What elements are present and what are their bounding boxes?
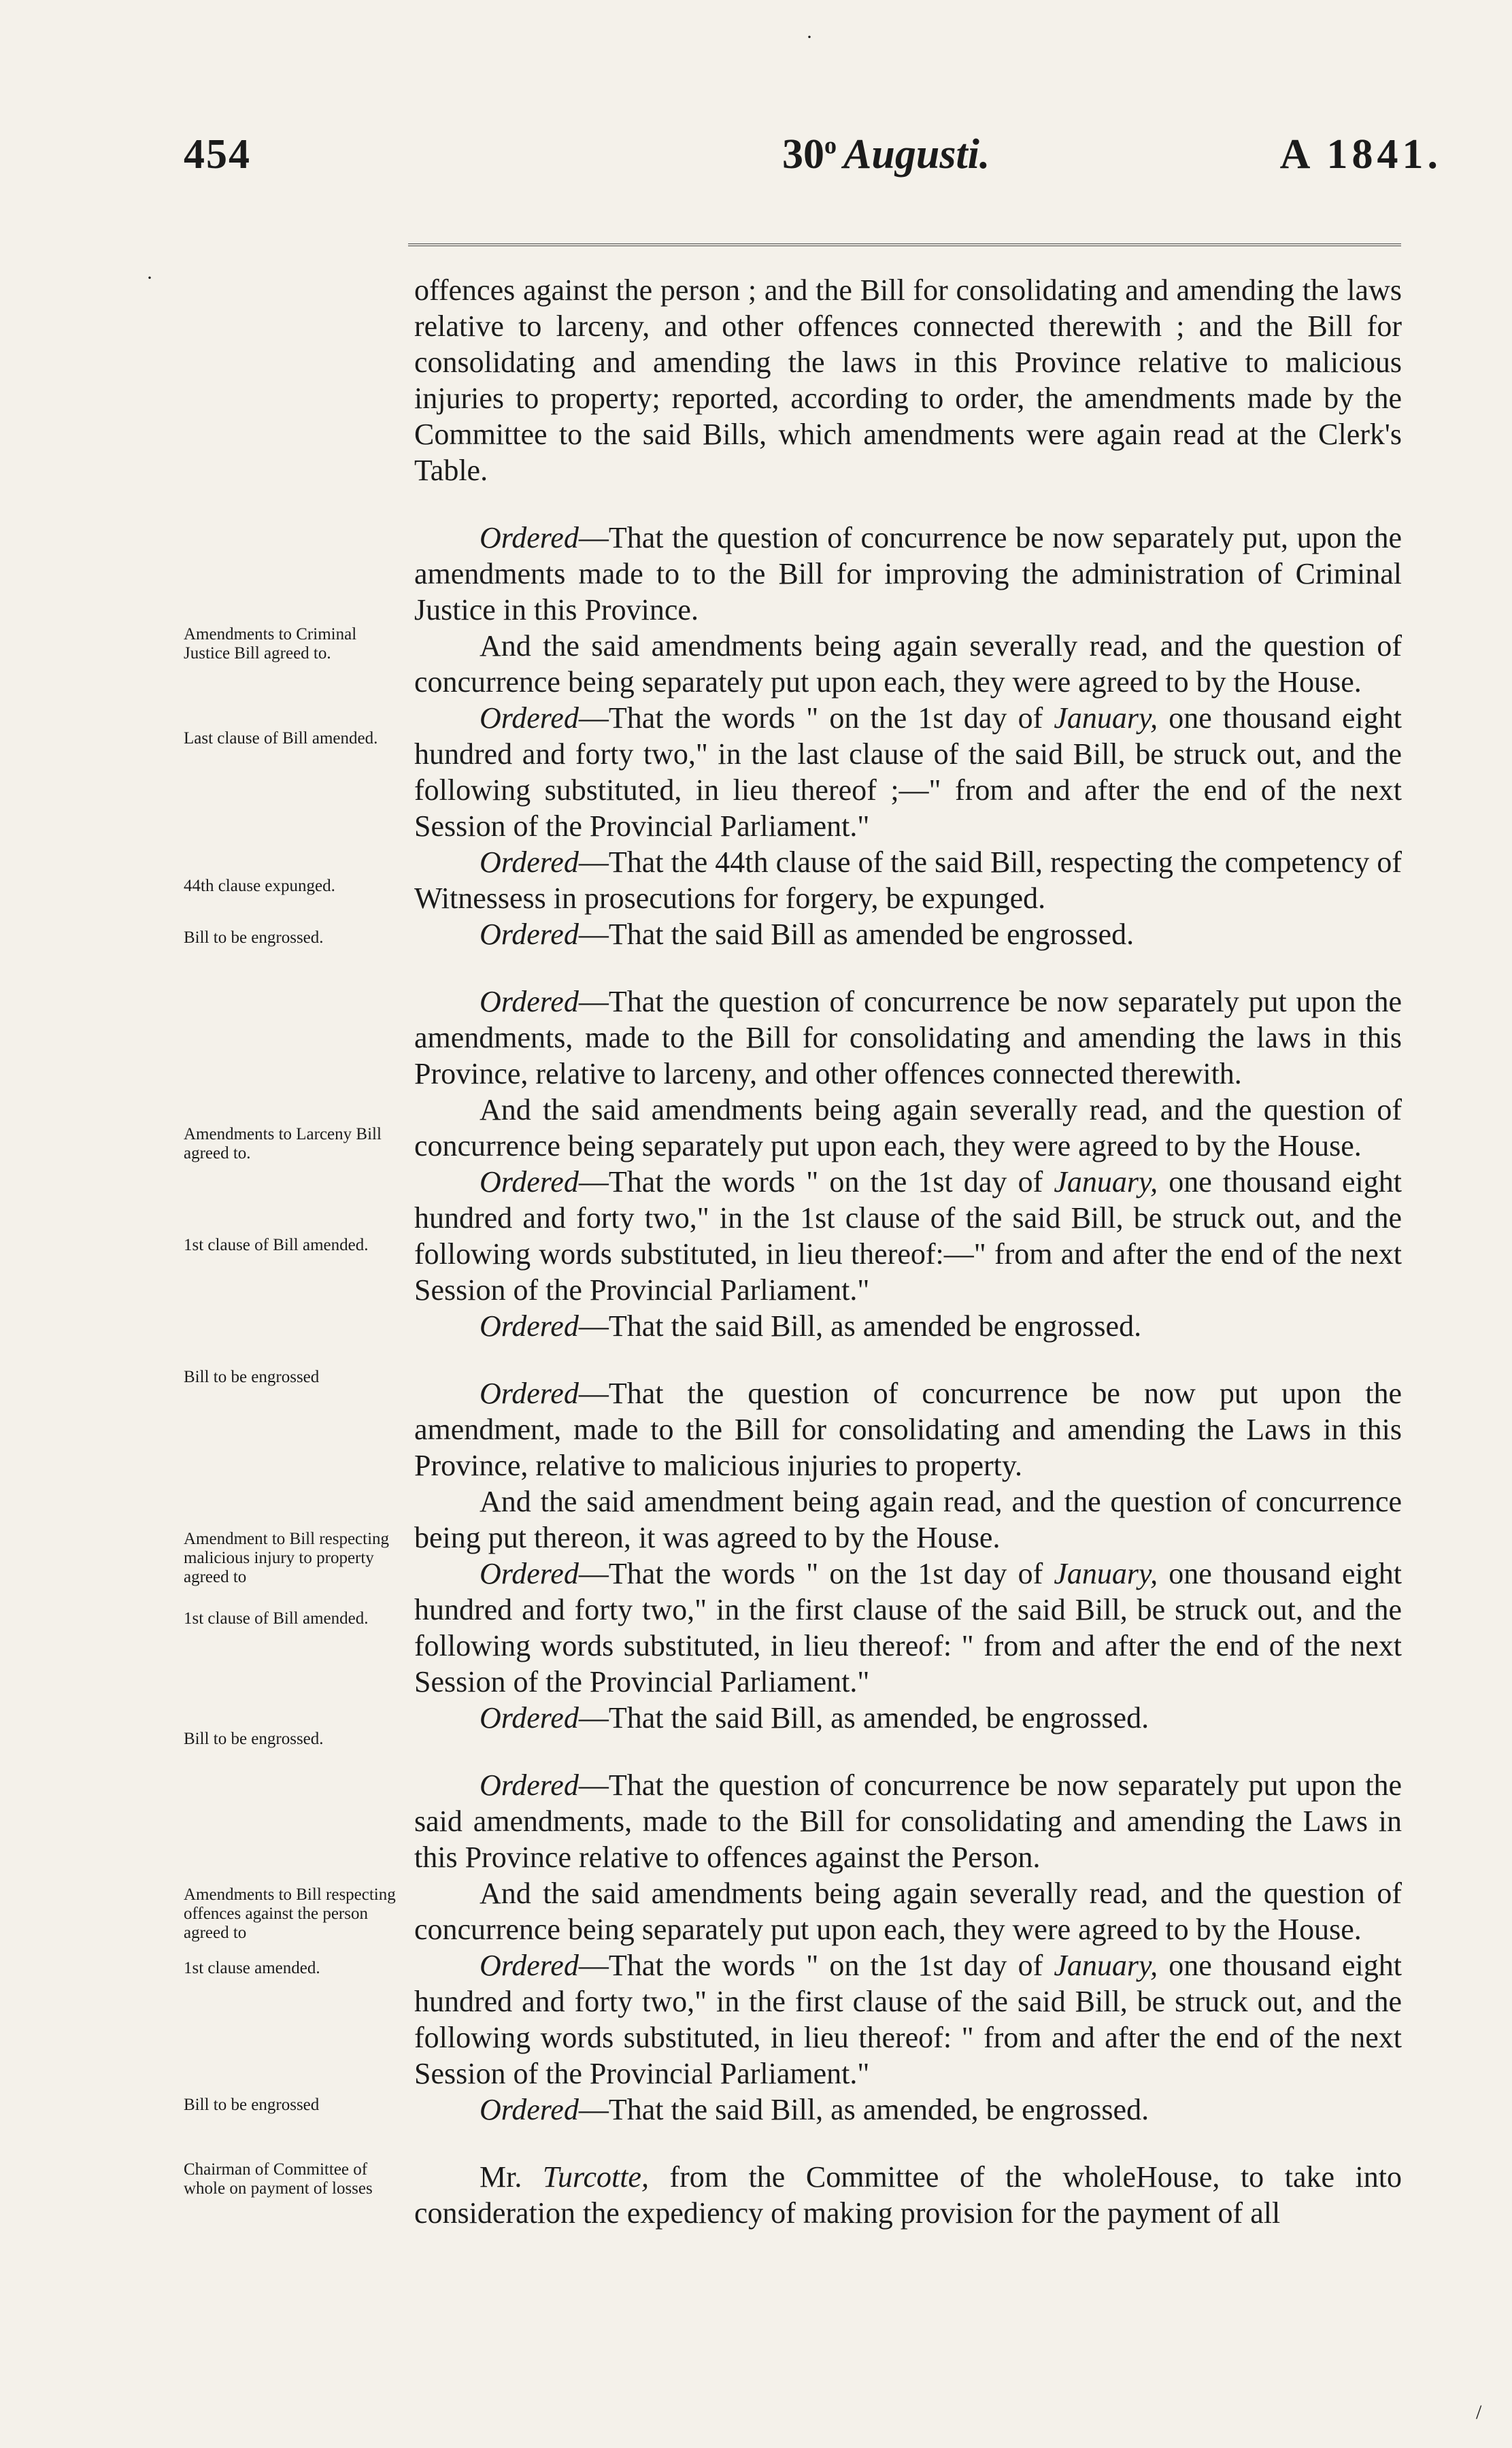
running-header <box>184 131 1442 199</box>
paragraph-malicious-first-clause: Ordered—That the words " on the 1st day of January, one thousand eight hundred and forty two," in the first clause of the said Bill, be struck out, and the following words substituted, in lieu thereof: " from and after the end of the next Session of the Provincial Parliament." <box>414 1557 1402 1698</box>
date-degree: o <box>824 131 837 159</box>
date-heading <box>782 131 990 179</box>
margin-note-larceny-clause-amended: 1st clause of Bill amended. <box>184 1236 369 1254</box>
header-rule <box>408 244 1401 246</box>
margin-note-person-agreed: Amendments to Bill respecting offences against the person agreed to <box>184 1885 396 1942</box>
margin-note-larceny-agreed: Amendments to Larceny Bill agreed to. <box>184 1125 382 1162</box>
scan-speck: · <box>806 26 813 48</box>
margin-note-person-clause-amended: 1st clause amended. <box>184 1959 320 1977</box>
paragraph-malicious-question: Ordered—That the question of concurrence be now put upon the amendment, made to the Bill for consolidating and amending the Laws in this Province, relative to malicious injuries to property. <box>414 1377 1402 1482</box>
paragraph-person-agreed: And the said amendments being again severally read, and the question of concurrence being separately put upon each, they were agreed to by the House. <box>414 1877 1402 1946</box>
paragraph-cj-44th-clause: Ordered—That the 44th clause of the said Bill, respecting the competency of Witnessess in prosecutions for forgery, be expunged. <box>414 845 1402 915</box>
paragraph-malicious-engrossed: Ordered—That the said Bill, as amended, be engrossed. <box>480 1701 1149 1734</box>
paragraph-cj-engrossed: Ordered—That the said Bill as amended be engrossed. <box>480 918 1135 951</box>
paragraph-malicious-agreed: And the said amendment being again read, and the question of concurrence being put thereon, it was agreed to by the House. <box>414 1485 1402 1554</box>
margin-note-malicious-clause-amended: 1st clause of Bill amended. <box>184 1609 369 1628</box>
margin-note-chairman-committee: Chairman of Committee of whole on payment of losses <box>184 2160 373 2198</box>
paragraph-person-first-clause: Ordered—That the words " on the 1st day of January, one thousand eight hundred and forty two," in the first clause of the said Bill, be struck out, and the following words substituted, in lieu thereof: " from and after the end of the next Session of the Provincial Parliament." <box>414 1949 1402 2090</box>
paragraph-cj-agreed: And the said amendments being again severally read, and the question of concurrence being separately put upon each, they were agreed to by the House. <box>414 629 1402 699</box>
margin-note-larceny-engrossed: Bill to be engrossed <box>184 1368 320 1386</box>
year-heading: A 1841. <box>1279 131 1442 178</box>
date-month: Augusti. <box>843 131 990 178</box>
scan-speck: · <box>146 267 153 289</box>
margin-note-cj-agreed: Amendments to Criminal Justice Bill agreed to. <box>184 625 357 663</box>
date-day: 30 <box>782 131 824 178</box>
paragraph-larceny-first-clause: Ordered—That the words " on the 1st day of January, one thousand eight hundred and forty two," in the 1st clause of the said Bill, be struck out, and the following words substituted, in lieu thereof:—" from and after the end of the next Session of the Provincial Parliament." <box>414 1165 1402 1307</box>
paragraph-larceny-engrossed: Ordered—That the said Bill, as amended be engrossed. <box>480 1309 1142 1343</box>
paragraph-intro: offences against the person ; and the Bill for consolidating and amending the laws relative to larceny, and other offences connected therewith ; and the Bill for consolidating and amending the laws in this Province relative to malicious injuries to property; reported, according to order, the amendments made by the Committee to the said Bills, which amendments were again read at the Clerk's Table. <box>414 273 1402 487</box>
paragraph-person-question: Ordered—That the question of concurrence be now separately put upon the said amendments, made to the Bill for consolidating and amending the Laws in this Province relative to offences against the Person. <box>414 1768 1402 1874</box>
paragraph-person-engrossed: Ordered—That the said Bill, as amended, be engrossed. <box>480 2093 1149 2126</box>
margin-note-last-clause-amended: Last clause of Bill amended. <box>184 729 378 748</box>
margin-note-person-engrossed: Bill to be engrossed <box>184 2096 320 2114</box>
paragraph-larceny-agreed: And the said amendments being again severally read, and the question of concurrence being separately put upon each, they were agreed to by the House. <box>414 1093 1402 1162</box>
margin-note-malicious-engrossed: Bill to be engrossed. <box>184 1730 324 1748</box>
margin-note-cj-engrossed: Bill to be engrossed. <box>184 928 324 947</box>
margin-note-44th-clause-expunged: 44th clause expunged. <box>184 877 335 895</box>
paragraph-cj-last-clause: Ordered—That the words " on the 1st day of January, one thousand eight hundred and forty two," in the last clause of the said Bill, be struck out, and the following substituted, in lieu thereof ;—" from and after the end of the next Session of the Provincial Parliament." <box>414 701 1402 843</box>
margin-note-malicious-agreed: Amendment to Bill respecting malicious injury to property agreed to <box>184 1530 390 1586</box>
page-number: 454 <box>184 131 251 178</box>
scan-mark: / <box>1476 2401 1482 2424</box>
paragraph-turcotte: Mr. Turcotte, from the Committee of the wholeHouse, to take into consideration the expediency of making provision for the payment of all <box>414 2160 1402 2230</box>
paragraph-cj-ordered-question: Ordered—That the question of concurrence be now separately put, upon the amendments made to to the Bill for improving the administration of Criminal Justice in this Province. <box>414 521 1402 626</box>
paragraph-larceny-question: Ordered—That the question of concurrence be now separately put upon the amendments, made to the Bill for consolidating and amending the laws in this Province, relative to larceny, and other offences connected therewith. <box>414 985 1402 1090</box>
main-text <box>414 272 1402 2231</box>
